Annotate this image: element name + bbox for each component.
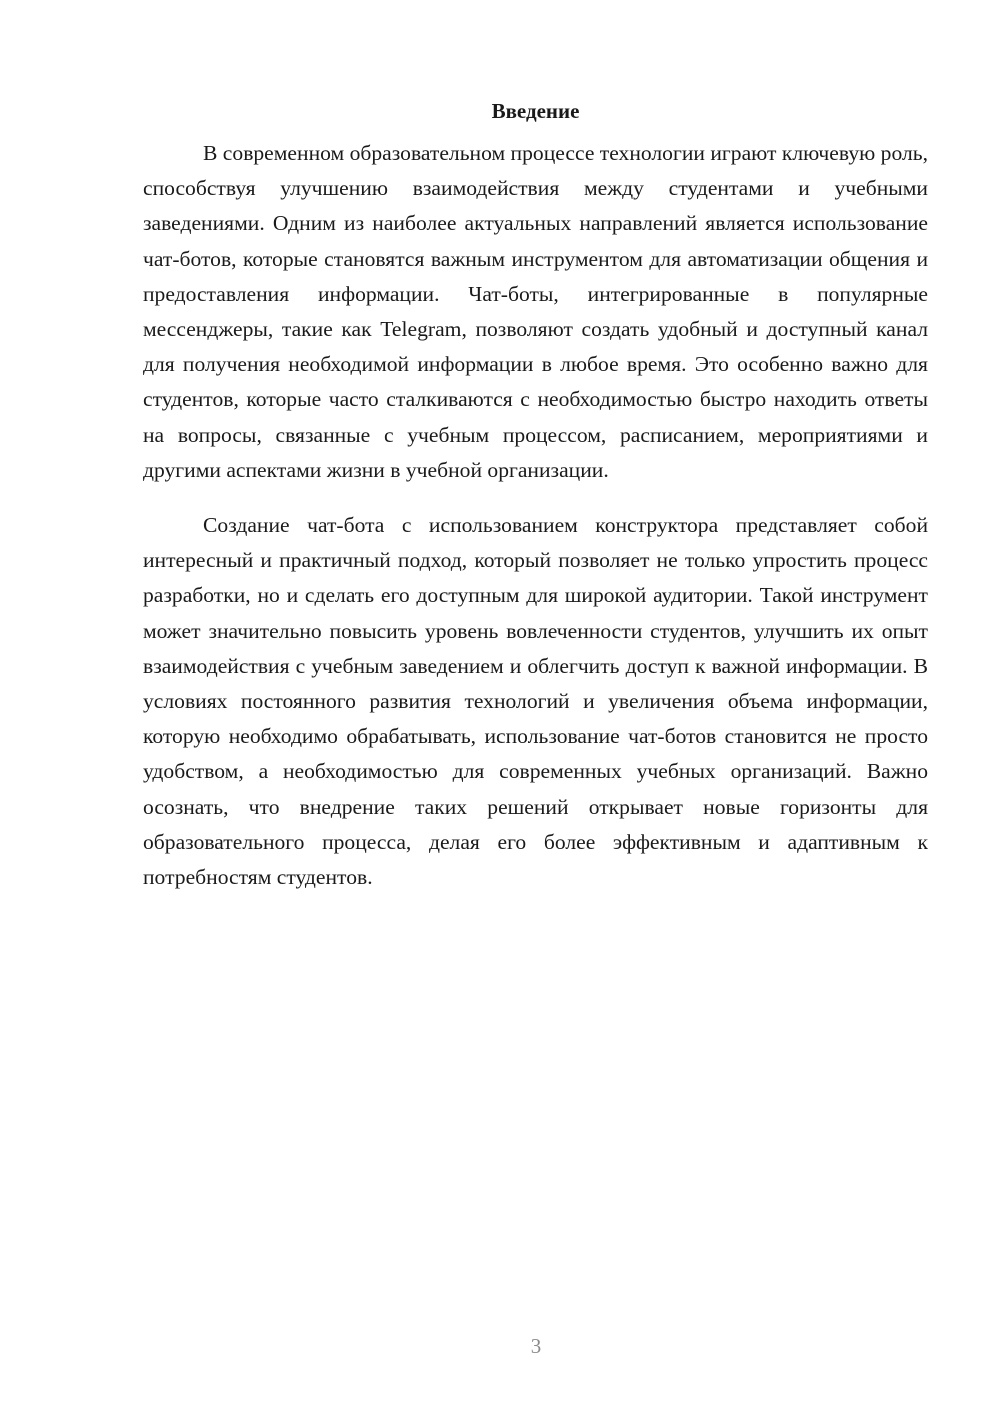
section-heading: Введение (491, 99, 580, 123)
paragraph-2: Создание чат-бота с использованием конструктора представляет собой интересный и практичный подход, который позволяет не только упростить процесс разработки, но и сделать его доступным для широкой аудитории. Такой инструмент может значительно повысить уровень вовлеченности студентов, улучшить их опыт взаимодействия с учебным заведением и облегчить доступ к важной информации. В условиях постоянного развития технологий и увеличения объема информации, которую необходимо обрабатывать, использование чат-ботов становится не просто удобством, а необходимостью для современных учебных организаций. Важно осознать, что внедрение таких решений открывает новые горизонты для образовательного процесса, делая его более эффективным и адаптивным к потребностям студентов. (143, 513, 928, 890)
page-content (143, 94, 928, 895)
page-number: 3 (530, 1334, 542, 1358)
paragraph-1: В современном образовательном процессе технологии играют ключевую роль, способствуя улучшению взаимодействия между студентами и учебными заведениями. Одним из наиболее актуальных направлений является использование чат-ботов, которые становятся важным инструментом для автоматизации общения и предоставления информации. Чат-боты, интегрированные в популярные мессенджеры, такие как Telegram, позволяют создать удобный и доступный канал для получения необходимой информации в любое время. Это особенно важно для студентов, которые часто сталкиваются с необходимостью быстро находить ответы на вопросы, связанные с учебным процессом, расписанием, мероприятиями и другими аспектами жизни в учебной организации. (143, 141, 928, 482)
